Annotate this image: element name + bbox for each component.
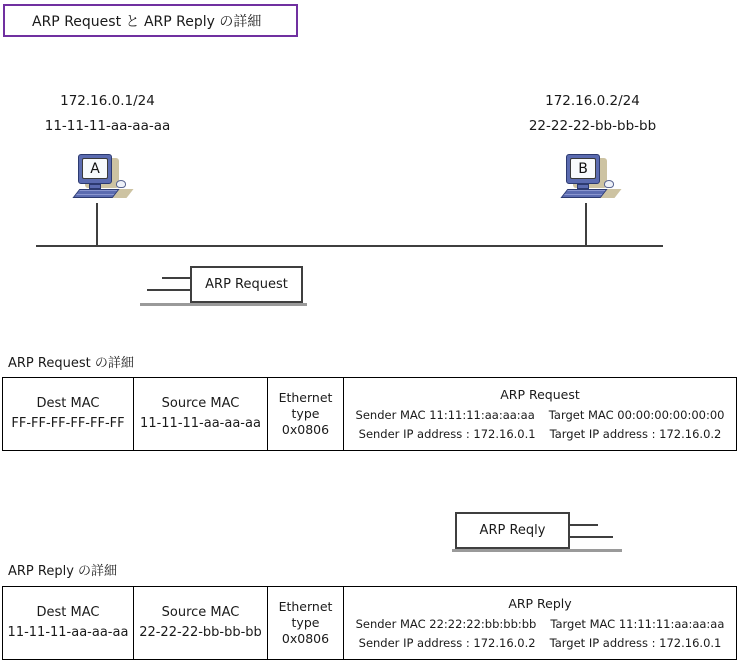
motion-line [147,289,190,291]
dest-mac-title: Dest MAC [36,395,100,411]
page-title: ARP Request と ARP Reply の詳細 [32,13,262,30]
computer-keyboard-icon [560,189,607,198]
dest-mac-title: Dest MAC [36,604,100,620]
computer-b-screen-label: B [570,158,596,179]
motion-line [570,536,613,538]
host-b-ip: 172.16.0.2/24 [545,93,640,109]
arp-reply-packet-label: ARP Reqly [479,523,546,538]
host-a-drop-line [96,203,98,246]
arp-request-frame-table [2,377,737,451]
sender-mac-text: Sender MAC 22:22:22:bb:bb:bb [355,616,537,631]
arp-request-packet-box [190,266,303,303]
target-ip-text: Target IP address : 172.16.0.1 [549,636,722,651]
request-dest-mac-cell [3,378,134,450]
motion-shadow-line [140,303,307,306]
reply-ethertype-cell [268,587,344,659]
sender-ip-text: Sender IP address : 172.16.0.1 [358,427,536,442]
payload-ip-row [346,636,734,650]
computer-a-screen-label: A [82,158,108,179]
motion-shadow-line [452,549,622,552]
host-b-drop-line [585,203,587,246]
arp-reply-frame-table [2,586,737,660]
computer-a-icon [74,152,130,204]
computer-monitor-icon [566,154,600,184]
dest-mac-value: FF-FF-FF-FF-FF-FF [11,416,125,431]
computer-mouse-icon [116,180,126,188]
arp-request-packet-label: ARP Request [205,277,288,292]
request-ethertype-cell [268,378,344,450]
reply-source-mac-cell [134,587,268,659]
reply-payload-cell [344,587,736,659]
request-section-label: ARP Request の詳細 [8,356,134,371]
host-a-ip: 172.16.0.1/24 [60,93,155,109]
ethertype-word1: Ethernet [278,598,333,614]
ethertype-value: 0x0806 [281,422,330,438]
source-mac-value: 22-22-22-bb-bb-bb [139,625,262,640]
motion-line [162,277,190,279]
ethertype-value: 0x0806 [281,631,330,647]
payload-ip-row [346,427,734,441]
motion-line [570,524,598,526]
ethertype-word2: type [291,405,320,421]
target-mac-text: Target MAC 11:11:11:aa:aa:aa [550,616,725,631]
dest-mac-value: 11-11-11-aa-aa-aa [7,625,129,640]
payload-title: ARP Request [500,386,580,402]
host-b-mac: 22-22-22-bb-bb-bb [528,118,657,134]
title-box [3,4,298,37]
computer-monitor-icon [78,154,112,184]
ethertype-word1: Ethernet [278,389,333,405]
ethernet-bus-line [36,245,663,247]
computer-mouse-icon [604,180,614,188]
target-mac-text: Target MAC 00:00:00:00:00:00 [548,407,725,422]
arp-reply-packet-box [455,512,570,549]
computer-keyboard-icon [72,189,119,198]
sender-mac-text: Sender MAC 11:11:11:aa:aa:aa [355,407,535,422]
reply-section-label: ARP Reply の詳細 [8,564,118,579]
source-mac-value: 11-11-11-aa-aa-aa [140,416,261,431]
payload-mac-row [346,408,734,422]
host-a-mac: 11-11-11-aa-aa-aa [44,118,171,134]
source-mac-title: Source MAC [161,395,240,411]
ethertype-word2: type [291,614,320,630]
target-ip-text: Target IP address : 172.16.0.2 [549,427,722,442]
reply-dest-mac-cell [3,587,134,659]
request-payload-cell [344,378,736,450]
source-mac-title: Source MAC [161,604,240,620]
sender-ip-text: Sender IP address : 172.16.0.2 [358,636,536,651]
computer-b-icon [562,152,618,204]
payload-title: ARP Reply [508,595,572,611]
request-source-mac-cell [134,378,268,450]
payload-mac-row [346,617,734,631]
